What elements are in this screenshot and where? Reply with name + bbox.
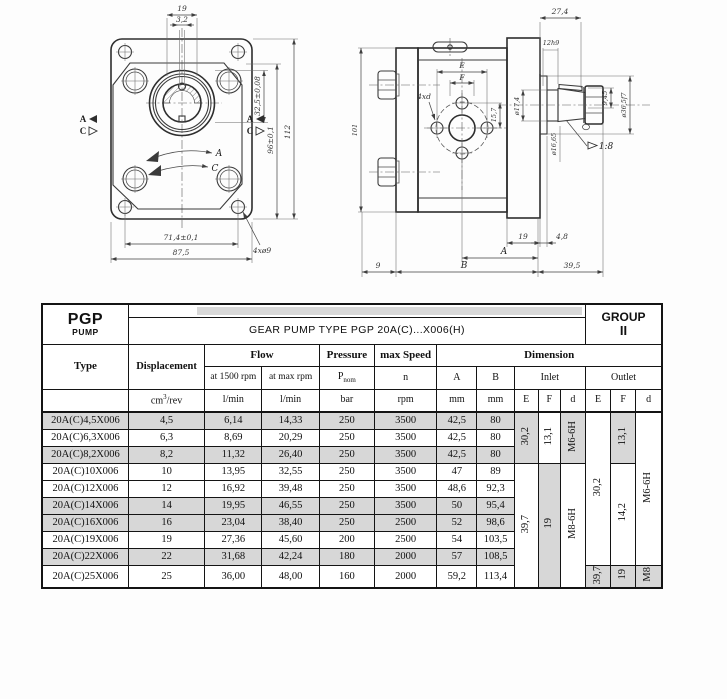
table-row: 20A(C)19X006 19 27,36 45,60 200 2500 54 103,5 (42, 531, 662, 548)
port-a-left: A (79, 114, 87, 124)
unit-pressure: bar (319, 390, 374, 413)
mounting-flange (507, 38, 540, 218)
outlet-d-main: M6-6H (636, 412, 662, 565)
dim-15-7: 15,7 (490, 107, 498, 123)
rotation-a-label: A (215, 149, 223, 159)
inlet-f-small: 13,1 (538, 412, 560, 463)
dim-rear-9: 9 (375, 261, 381, 270)
col-type: Type (42, 345, 128, 390)
dim-96: 96±0,1 (266, 126, 275, 154)
dim-shaft-dia: ø17,4 (513, 96, 521, 116)
technical-drawings (0, 0, 727, 300)
bleed-slot (433, 38, 467, 56)
dim-a: A (500, 247, 508, 257)
col-flow-1500: at 1500 rpm (205, 367, 262, 390)
port-marks (80, 114, 264, 136)
table-row: 20A(C)12X006 12 16,92 39,48 250 3500 48,6 92,3 (42, 480, 662, 497)
table-row: 20A(C)22X006 22 31,68 42,24 180 2000 57 108,5 (42, 548, 662, 565)
table-row: 20A(C)16X006 16 23,04 38,40 250 2500 52 98,6 (42, 514, 662, 531)
hex-bolt-bottom (369, 158, 440, 186)
group-badge (586, 304, 662, 345)
dim-key-width: 19 (177, 4, 187, 13)
unit-b: mm (477, 390, 514, 413)
dim-b: B (460, 261, 468, 271)
front-view (80, 4, 298, 263)
unit-inlet-d: d (560, 390, 585, 413)
watermark-band (197, 307, 582, 315)
col-max-speed: max Speed (374, 345, 436, 367)
table-row: 20A(C)25X006 25 36,00 48,00 160 2000 59,2 113,4 39,7 19 M8 (42, 565, 662, 588)
unit-flow-max: l/min (262, 390, 319, 413)
unit-type-empty (42, 390, 128, 413)
cell-type: 20A(C)4,5X006 (42, 412, 128, 429)
dim-e: E (459, 61, 465, 70)
rotation-c-label: C (211, 164, 219, 174)
unit-flow-1500: l/min (205, 390, 262, 413)
unit-outlet-e: E (586, 390, 611, 413)
col-dimension: Dimension (437, 345, 662, 367)
col-b: B (477, 367, 514, 390)
cotter-pin (583, 124, 590, 130)
unit-displacement: $cm^3$/rev (128, 390, 204, 413)
inlet-e-large: 39,7 (514, 463, 538, 588)
group-line1: GROUP (601, 310, 646, 325)
side-view (351, 7, 650, 277)
col-pressure: Pressure (319, 345, 374, 367)
table-row: 20A(C)10X006 10 13,95 32,55 250 3500 47 89 39,7 19 M8-6H 14,2 (42, 463, 662, 480)
col-a: A (437, 367, 477, 390)
inlet-d-small: M6-6H (560, 412, 585, 463)
logo-line1: PGP (67, 310, 104, 328)
rear-cover (396, 48, 418, 212)
header-strip (128, 304, 585, 318)
unit-speed: rpm (374, 390, 436, 413)
col-flow-max: at max rpm (262, 367, 319, 390)
rotation-arrows (146, 149, 223, 176)
unit-outlet-d: d (636, 390, 662, 413)
group-line2: II (619, 322, 628, 338)
table-row: 20A(C)6,3X006 6,3 8,69 20,29 250 3500 42,5 80 (42, 429, 662, 446)
outlet-f-small: 13,1 (611, 412, 636, 463)
outlet-e-main: 30,2 (586, 412, 611, 565)
col-flow: Flow (205, 345, 320, 367)
port-a-right: A (246, 114, 254, 124)
col-displacement: Displacement (128, 345, 204, 390)
dim-4xd: 4xd (417, 92, 431, 101)
dim-4-8: 4,8 (556, 232, 568, 241)
dim-112: 112 (283, 124, 292, 140)
col-outlet: Outlet (586, 367, 662, 390)
dim-101: 101 (351, 123, 359, 137)
outlet-d-last: M8 (636, 565, 662, 588)
dim-39-5: 39,5 (563, 261, 581, 270)
dim-f: F (459, 73, 465, 82)
dim-32-5: 32,5±0,08 (253, 76, 262, 116)
outlet-f-last: 19 (611, 565, 636, 588)
dim-taper-dia: ø16,65 (550, 132, 558, 156)
table-row: 20A(C)8,2X006 8,2 11,32 26,40 250 3500 42,5 80 (42, 446, 662, 463)
unit-outlet-f: F (611, 390, 636, 413)
dim-4xd9: 4xø9 (252, 246, 272, 255)
col-inlet: Inlet (514, 367, 585, 390)
unit-a: mm (437, 390, 477, 413)
col-n: n (374, 367, 436, 390)
port-c-left: C (79, 126, 87, 136)
dim-27-4: 27,4 (551, 7, 569, 16)
unit-inlet-f: F (538, 390, 560, 413)
taper-ratio-label: 1:8 (598, 142, 614, 152)
outlet-e-last: 39,7 (586, 565, 611, 588)
port-face (424, 58, 506, 190)
pgp-logo (42, 304, 128, 345)
dim-key-12h9: 12h9 (542, 39, 560, 47)
inlet-f-large: 19 (538, 463, 560, 588)
inlet-e-small: 30,2 (514, 412, 538, 463)
dim-9-45: 9,45 (601, 90, 609, 106)
dim-key-depth: 3,2 (176, 15, 188, 24)
dim-71-4: 71,4±0,1 (163, 233, 199, 242)
unit-inlet-e: E (514, 390, 538, 413)
outlet-f-mid: 14,2 (611, 463, 636, 565)
table-row: 20A(C)4,5X006 4,5 6,14 14,33 250 3500 42,5 80 30,2 13,1 M6-6H 30,2 13,1 M6-6H (42, 412, 662, 429)
port-c-right: C (246, 126, 254, 136)
dim-flange-19: 19 (518, 232, 528, 241)
page-title: GEAR PUMP TYPE PGP 20A(C)...X006(H) (128, 318, 585, 345)
table-row: 20A(C)14X006 14 19,95 46,55 250 3500 50 95,4 (42, 497, 662, 514)
logo-line2: PUMP (72, 327, 99, 338)
inlet-d-large: M8-6H (560, 463, 585, 588)
dim-spigot-dia: ø36,5f7 (620, 92, 628, 118)
dim-87-5: 87,5 (172, 248, 190, 257)
spec-table (41, 303, 663, 589)
col-pnom: $P_{nom}$ (319, 367, 374, 390)
